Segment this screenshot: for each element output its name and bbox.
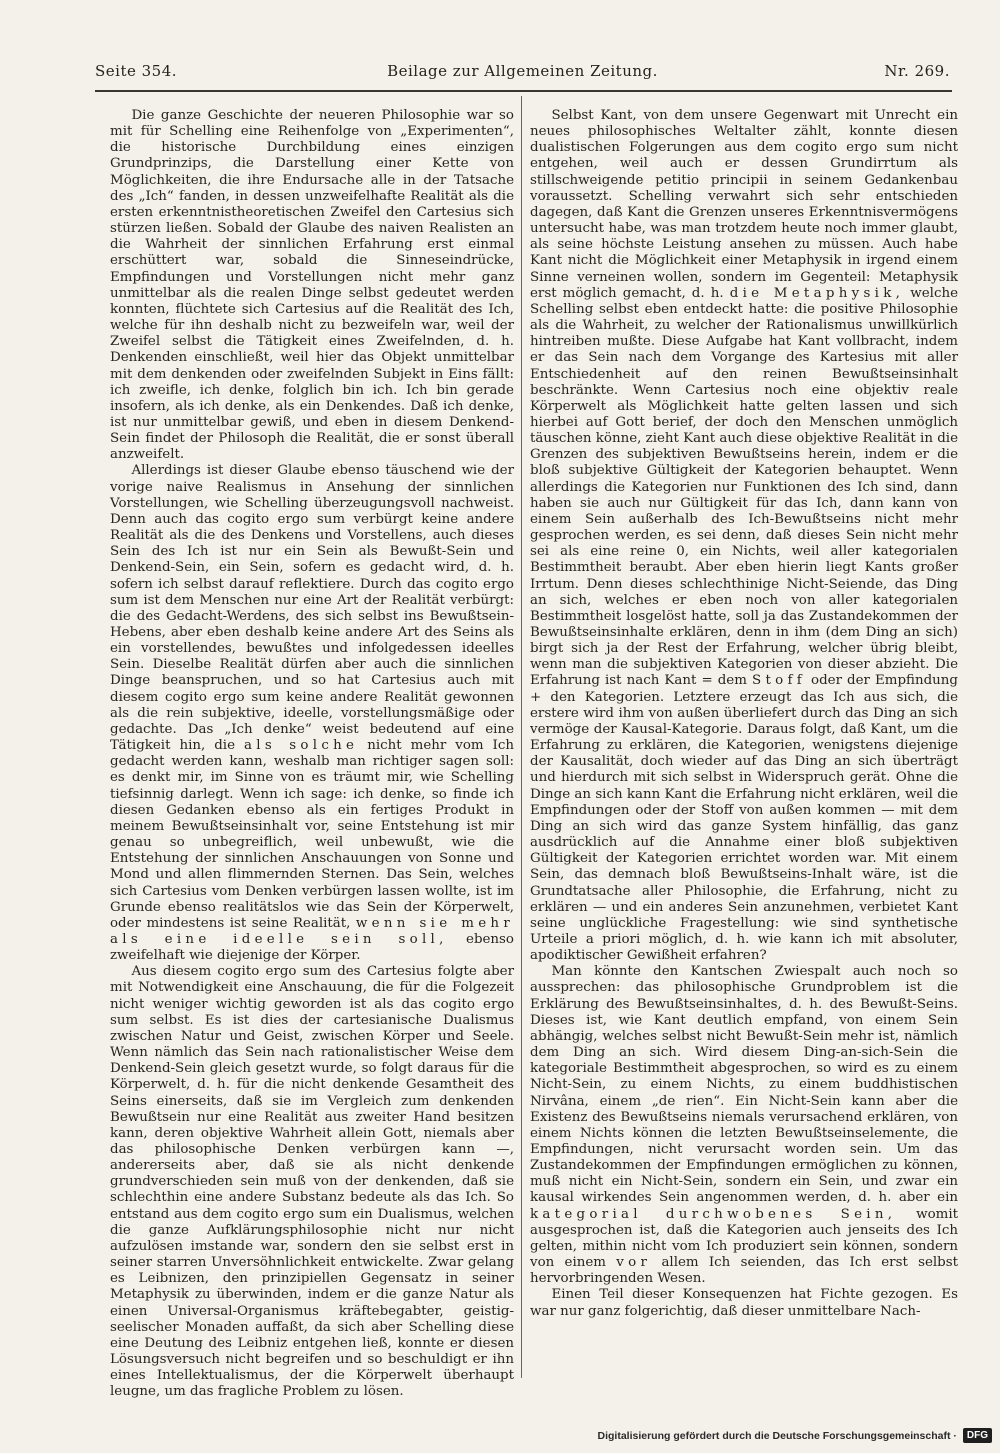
column-divider (521, 96, 522, 1378)
paragraph: Die ganze Geschichte der neueren Philosophie war so mit für Schelling eine Reihenfolge von „Experimenten“, die historische Durchbildung eines einzigen Grundprinzips, die Darstellung einer Kette von Möglichkeiten, die ihre Endursache alle in der Tatsache des „Ich“ fanden, in dessen unzweifelhafte Realität als die ersten erkenntnistheoretischen Zweifel den Cartesius sich stürzen ließen. Sobald der Glaube des naiven Realisten an die Wahrheit der sinnlichen Erfahrung erst einmal erschüttert war, sobald die Sinneseindrücke, Empfindungen und Vorstellungen nicht mehr ganz unmittelbar als die realen Dinge selbst gedeutet werden konnten, flüchtete sich Cartesius auf die Realität des Ich, welche für ihn deshalb nicht zu bezweifeln war, weil der Zweifel selbst die Tätigkeit eines Zweifelnden, d. h. Denkenden einschließt, weil hier das Objekt unmittelbar mit dem denkenden oder zweifelnden Subjekt in Eins fällt: ich zweifle, ich denke, folglich bin ich. Ich bin gerade insofern, als ich denke, als ein Denkendes. Daß ich denke, ist nur unmittelbar gewiß, und eben in diesem Denkend-Sein findet der Philosoph die Realität, die er sonst überall anzweifelt. (110, 108, 514, 463)
emphasis: vor (616, 1255, 652, 1271)
emphasis: die Metaphysik, (729, 285, 905, 301)
paragraph: Selbst Kant, von dem unsere Gegenwart mit Unrecht ein neues philosophisches Weltalter zählt, konnte diesen dualistischen Folgerungen aus dem cogito ergo sum nicht entgehen, weil auch er dessen Grundirrtum als stillschweigende petitio principii in seinem Gedankenbau voraussetzt. Schelling verwahrt sich sehr entschieden dagegen, daß Kant die Grenzen unseres Erkenntnisvermögens untersucht habe, was man trotzdem heute noch immer glaubt, als seine höchste Leistung ansehen zu müssen. Auch habe Kant nicht die Möglichkeit einer Metaphysik in irgend einem Sinne verneinen wollen, sondern im Gegenteil: Metaphysik erst möglich gemacht, d. h. die Metaphysik, welche Schelling selbst eben entdeckt hatte: die positive Philosophie als die Wahrheit, zu welcher der Rationalismus unwillkürlich hintreiben mußte. Diese Aufgabe hat Kant vollbracht, indem er das Sein nach dem Vorgange des Kartesius mit aller Entschiedenheit auf den reinen Bewußtseinsinhalt beschränkte. Wenn Cartesius noch eine objektiv reale Körperwelt als Möglichkeit hatte gelten lassen und sich hierbei auf Gott berief, der doch den Menschen unmöglich täuschen könne, zieht Kant auch diese objektive Realität in die Grenzen des subjektiven Bewußtseins herein, indem er die bloß subjektive Gültigkeit der Kategorien behauptet. Wenn allerdings die Kategorien nur Funktionen des Ich sind, dann haben sie auch nur Gültigkeit für das Ich, dann kann von einem Sein außerhalb des Ich-Bewußtseins nicht mehr gesprochen werden, es sei denn, daß dieses Sein nicht mehr sei als eine reine 0, ein Nichts, weil aller kategorialen Bestimmtheit beraubt. Aber eben hierin liegt Kants großer Irrtum. Denn dieses schlechthinige Nicht-Seiende, das Ding an sich, welches er eben noch von aller kategorialen Bestimmtheit losgelöst hatte, soll ja das Zustandekommen der Bewußtseinsinhalte erklären, denn in ihm (dem Ding an sich) birgt sich ja der Rest der Erfahrung, welcher übrig bleibt, wenn man die subjektiven Kategorien von dieser abzieht. Die Erfahrung ist nach Kant = dem Stoff oder der Empfindung + den Kategorien. Letztere erzeugt das Ich aus sich, die erstere wird ihm von außen überliefert durch das Ding an sich vermöge der Kausal-Kategorie. Daraus folgt, daß Kant, um die Erfahrung zu erklären, die Kategorien, wenigstens diejenige der Kausalität, doch wieder auf das Ding an sich überträgt und hierdurch mit sich selbst in Widerspruch gerät. Ohne die Dinge an sich kann Kant die Erfahrung nicht erklären, weil die Empfindungen oder der Stoff von außen kommen — mit dem Ding an sich wird das ganze System hinfällig, das ganz ausdrücklich auf die Annahme einer bloß subjektiven Gültigkeit der Kategorien errichtet worden war. Mit einem Sein, das demnach bloß Bewußtseins-Inhalt wäre, ist die Grundtatsache aller Philosophie, die Erfahrung, nicht zu erklären — und ein anderes Sein anzunehmen, verbietet Kant seine unglückliche Fragestellung: wie sind synthetische Urteile a priori möglich, d. h. wie kann ich mit absoluter, apodiktischer Gewißheit erfahren? (530, 108, 958, 964)
left-column (110, 108, 514, 1401)
issue-number: Nr. 269. (884, 62, 950, 80)
newspaper-title: Beilage zur Allgemeinen Zeitung. (387, 62, 658, 80)
digitization-credit: Digitalisierung gefördert durch die Deutsche Forschungsgemeinschaft · (597, 1429, 957, 1442)
paragraph: Man könnte den Kantschen Zwiespalt auch noch so aussprechen: das philosophische Grundproblem ist die Erklärung des Bewußtseinsinhaltes, d. h. des Bewußt-Seins. Dieses ist, wie Kant deutlich empfand, von einem Sein abhängig, welches selbst nicht Bewußt-Sein mehr ist, nämlich dem Ding an sich. Wird diesem Ding-an-sich-Sein die kategoriale Bestimmtheit abgesprochen, so wird es zu einem Nicht-Sein, zu einem Nichts, zu einem buddhistischen Nirvâna, einem „de rien“. Ein Nicht-Sein kann aber die Existenz des Bewußtseins niemals verursachend erklären, von einem Nichts können die letzten Bewußtseinselemente, die Empfindungen, nicht verursacht worden sein. Um das Zustandekommen der Empfindungen ermöglichen zu können, muß nicht ein Nicht-Sein, sondern ein Sein, und zwar ein kausal wirkendes Sein angenommen werden, d. h. aber ein kategorial durchwobenes Sein, womit ausgesprochen ist, daß die Kategorien auch jenseits des Ich gelten, mithin nicht vom Ich produziert sein können, sondern von einem vor allem Ich seienden, das Ich erst selbst hervorbringenden Wesen. (530, 964, 958, 1287)
footer (598, 1428, 993, 1443)
page-header (95, 62, 950, 88)
dfg-logo: DFG (963, 1428, 992, 1443)
page-number: Seite 354. (95, 62, 178, 80)
header-rule (95, 90, 952, 92)
paragraph: Einen Teil dieser Konsequenzen hat Fichte gezogen. Es war nur ganz folgerichtig, daß dieser unmittelbare Nach- (530, 1287, 958, 1319)
emphasis: kategorial durchwobenes Sein, (530, 1206, 897, 1222)
paragraph: Aus diesem cogito ergo sum des Cartesius folgte aber mit Notwendigkeit eine Anschauung, die für die Folgezeit nicht weniger wichtig geworden ist als das cogito ergo sum selbst. Es ist dies der cartesianische Dualismus zwischen Natur und Geist, zwischen Körper und Seele. Wenn nämlich das Sein nach rationalistischer Weise dem Denkend-Sein gleich gesetzt wurde, so folgt daraus für die Körperwelt, d. h. für die nicht denkende Gesamtheit des Seins einerseits, daß sie im Vergleich zum denkenden Bewußtsein nur eine Realität aus zweiter Hand besitzen kann, deren objektive Wahrheit allein Gott, niemals aber das philosophische Denken verbürgen kann —, andererseits aber, daß sie als nicht denkende grundverschieden sein muß von der denkenden, daß sie schlechthin eine andere Substanz bedeute als das Ich. So entstand aus dem cogito ergo sum ein Dualismus, welchen die ganze Aufklärungsphilosophie nicht nur nicht aufzulösen imstande war, sondern den sie selbst erst in seiner starren Unversöhnlichkeit entwickelte. Zwar gelang es Leibnizen, den prinzipiellen Gegensatz in seiner Metaphysik zu überwinden, indem er die ganze Natur als einen Universal-Organismus kräftebegabter, geistig-seelischer Monaden auffaßt, da sich aber Schelling diese eine Deutung des Leibniz entgehen ließ, konnte er diesen Lösungsversuch nicht begreifen und so beschuldigt er ihn eines Intellektualismus, der die Körperwelt überhaupt leugne, um das fragliche Problem zu lösen. (110, 964, 514, 1400)
emphasis: als solche (243, 738, 359, 754)
emphasis: Stoff (751, 673, 806, 689)
emphasis: wenn sie mehr als eine ideelle sein soll, (110, 915, 515, 947)
paragraph: Allerdings ist dieser Glaube ebenso täuschend wie der vorige naive Realismus in Ansehung der sinnlichen Vorstellungen, wie Schelling überzeugungsvoll nachweist. Denn auch das cogito ergo sum verbürgt keine andere Realität als die des Denkens und Vorstellens, auch dieses Sein des Ich ist nur ein Sein als Bewußt-Sein und Denkend-Sein, ein Sein, sofern es gedacht wird, d. h. sofern ich selbst darauf reflektiere. Durch das cogito ergo sum ist dem Menschen nur eine Art der Realität verbürgt: die des Gedacht-Werdens, des sich selbst ins Bewußtsein-Hebens, aber eben deshalb keine andere Art des Seins als ein vorstellendes, bewußtes und infolgedessen ideelles Sein. Dieselbe Realität dürfen aber auch die sinnlichen Dinge beanspruchen, und so hat Cartesius auch mit diesem cogito ergo sum keine andere Realität gewonnen als die rein subjektive, ideelle, vorstellungsmäßige oder gedachte. Das „Ich denke“ weist bedeutend auf eine Tätigkeit hin, die als solche nicht mehr vom Ich gedacht werden kann, weshalb man richtiger sagen soll: es denkt mir, im Sinne von es träumt mir, wie Schelling tiefsinnig darlegt. Wenn ich sage: ich denke, so finde ich diesen Gedanken ebenso als ein fertiges Produkt in meinem Bewußtseinsinhalt vor, seine Entstehung ist mir genau so unbegreiflich, weil unbewußt, wie die Entstehung der sinnlichen Anschauungen von Sonne und Mond und allen flimmernden Sternen. Das Sein, welches sich Cartesius vom Denken verbürgen lassen wollte, ist im Grunde ebenso realitätslos wie das Sein der Körperwelt, oder mindestens ist seine Realität, wenn sie mehr als eine ideelle sein soll, ebenso zweifelhaft wie diejenige der Körper. (110, 463, 515, 964)
right-column (530, 108, 958, 1320)
